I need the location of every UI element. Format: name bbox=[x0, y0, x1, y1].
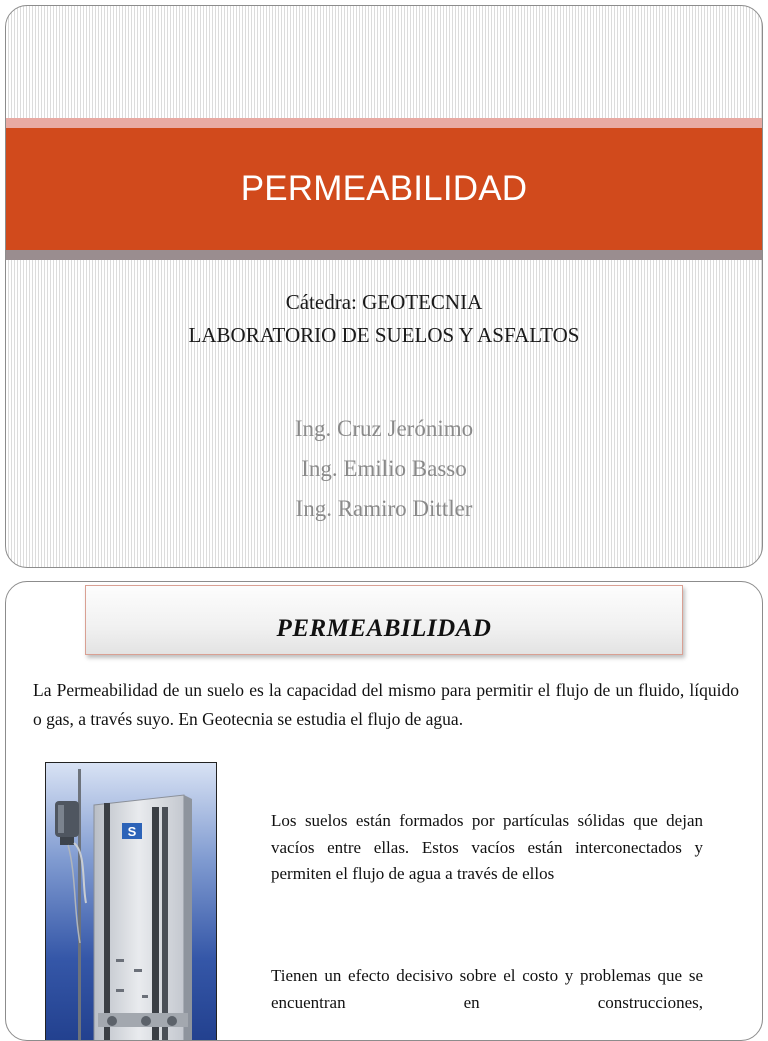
subtitle-line: LABORATORIO DE SUELOS Y ASFALTOS bbox=[188, 323, 580, 347]
subtitle-line: Cátedra: GEOTECNIA bbox=[285, 290, 483, 314]
body-paragraph: Tienen un efecto decisivo sobre el costo y problemas que se encuentran en construcciones, bbox=[271, 966, 703, 1012]
slide-title-box bbox=[85, 585, 683, 655]
permeameter-photo bbox=[45, 762, 217, 1041]
slide-heading: PERMEABILIDAD bbox=[276, 615, 492, 642]
slide-title: PERMEABILIDAD bbox=[240, 169, 528, 208]
author-name: Ing. Ramiro Dittler bbox=[295, 496, 473, 521]
subtitle bbox=[6, 286, 762, 352]
author-list bbox=[6, 409, 762, 529]
author-name: Ing. Cruz Jerónimo bbox=[294, 416, 474, 441]
accent-band-top bbox=[6, 118, 762, 128]
svg-text:S: S bbox=[127, 824, 137, 839]
accent-band-bottom bbox=[6, 250, 762, 260]
title-slide bbox=[5, 5, 763, 568]
author-name: Ing. Emilio Basso bbox=[301, 456, 467, 481]
intro-paragraph: La Permeabilidad de un suelo es la capacidad del mismo para permitir el flujo de un fluido, líquido o gas, a través suyo. En Geotecnia se estudia el flujo de agua. bbox=[33, 680, 739, 729]
body-paragraph: Los suelos están formados por partículas sólidas que dejan vacíos entre ellas. Estos vacíos están interconectados y permiten el flujo de agua a través de ellos bbox=[271, 811, 703, 883]
permeameter-apparatus-icon bbox=[46, 763, 217, 1041]
content-slide bbox=[5, 581, 763, 1041]
